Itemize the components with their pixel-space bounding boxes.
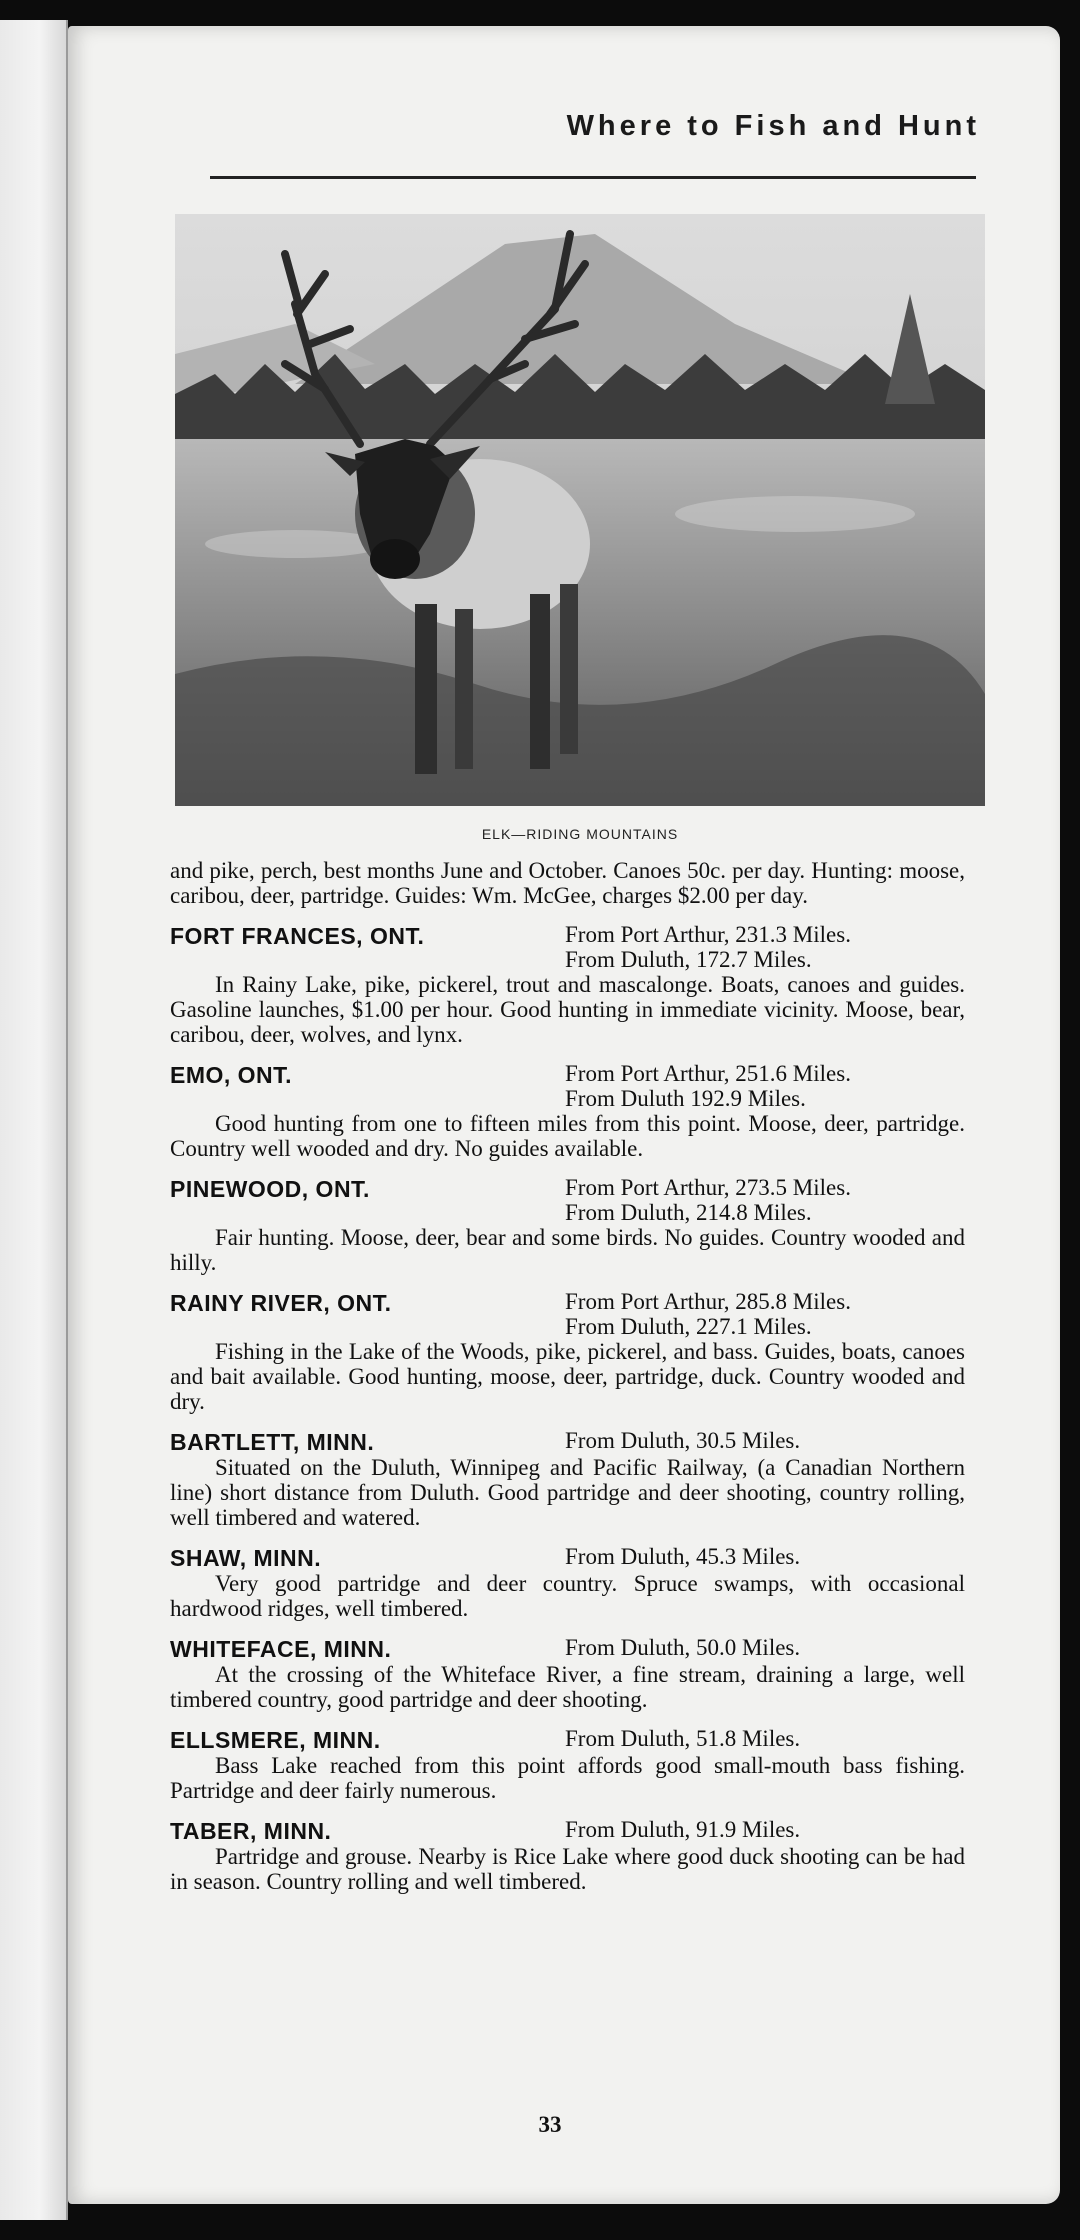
list-item — [170, 1544, 965, 1621]
distance-info — [565, 1544, 965, 1569]
article-body — [170, 858, 965, 1894]
entry-description: Situated on the Duluth, Winnipeg and Pacific Railway, (a Canadian Northern line) short distance from Duluth. Good partridge and deer shooting, country rolling, well timbered and watered. — [170, 1455, 965, 1530]
place-name: ELLSMERE, MINN. — [170, 1727, 381, 1753]
place-name: BARTLETT, MINN. — [170, 1429, 375, 1455]
place-name: PINEWOOD, ONT. — [170, 1176, 370, 1202]
distance-info — [565, 1175, 965, 1225]
entry-description: Very good partridge and deer country. Spruce swamps, with occasional hardwood ridges, well timbered. — [170, 1571, 965, 1621]
distance-line: From Duluth, 172.7 Miles. — [565, 947, 812, 972]
entry-description: Fishing in the Lake of the Woods, pike, pickerel, and bass. Guides, boats, canoes and bait available. Good hunting, moose, deer, partridge, duck. Country wooded and dry. — [170, 1339, 965, 1414]
place-name: RAINY RIVER, ONT. — [170, 1290, 392, 1316]
entry-heading — [170, 1817, 965, 1844]
list-item — [170, 1428, 965, 1530]
distance-info — [565, 1817, 965, 1842]
distance-info — [565, 922, 965, 972]
entry-heading — [170, 1175, 965, 1225]
distance-line: From Duluth, 50.0 Miles. — [565, 1635, 801, 1660]
entry-heading — [170, 1544, 965, 1571]
entry-description: Bass Lake reached from this point affords good small-mouth bass fishing. Partridge and deer fairly numerous. — [170, 1753, 965, 1803]
list-item — [170, 1635, 965, 1712]
distance-info — [565, 1726, 965, 1751]
distance-line: From Port Arthur, 273.5 Miles. — [565, 1175, 851, 1200]
distance-line: From Port Arthur, 285.8 Miles. — [565, 1289, 851, 1314]
entry-description: Good hunting from one to fifteen miles from this point. Moose, deer, partridge. Country well wooded and dry. No guides available. — [170, 1111, 965, 1161]
entry-heading — [170, 1061, 965, 1111]
distance-info — [565, 1635, 965, 1660]
entry-heading — [170, 1428, 965, 1455]
entry-description: Fair hunting. Moose, deer, bear and some birds. No guides. Country wooded and hilly. — [170, 1225, 965, 1275]
entry-heading — [170, 1289, 965, 1339]
distance-line: From Port Arthur, 251.6 Miles. — [565, 1061, 851, 1086]
place-name: FORT FRANCES, ONT. — [170, 923, 425, 949]
distance-line: From Duluth, 51.8 Miles. — [565, 1726, 801, 1751]
running-header: Where to Fish and Hunt — [566, 110, 980, 142]
distance-line: From Duluth, 214.8 Miles. — [565, 1200, 812, 1225]
intro-paragraph: and pike, perch, best months June and October. Canoes 50c. per day. Hunting: moose, caribou, deer, partridge. Guides: Wm. McGee, charges $2.00 per day. — [170, 858, 965, 908]
entry-description: In Rainy Lake, pike, pickerel, trout and mascalonge. Boats, canoes and guides. Gasoline launches, $1.00 per hour. Good hunting in immediate vicinity. Moose, bear, caribou, deer, wolves, and lynx. — [170, 972, 965, 1047]
place-name: SHAW, MINN. — [170, 1545, 322, 1571]
list-item — [170, 1817, 965, 1894]
photo-caption: ELK—RIDING MOUNTAINS — [481, 826, 679, 842]
distance-line: From Duluth, 30.5 Miles. — [565, 1428, 801, 1453]
place-name: WHITEFACE, MINN. — [170, 1636, 392, 1662]
list-item — [170, 1175, 965, 1275]
entry-heading — [170, 922, 965, 972]
distance-line: From Port Arthur, 231.3 Miles. — [565, 922, 851, 947]
distance-line: From Duluth 192.9 Miles. — [565, 1086, 806, 1111]
elk-photograph — [175, 214, 985, 806]
distance-line: From Duluth, 91.9 Miles. — [565, 1817, 801, 1842]
entry-description: At the crossing of the Whiteface River, a fine stream, draining a large, well timbered country, good partridge and deer shooting. — [170, 1662, 965, 1712]
distance-info — [565, 1289, 965, 1339]
distance-info — [565, 1428, 965, 1453]
list-item — [170, 1289, 965, 1414]
distance-line: From Duluth, 227.1 Miles. — [565, 1314, 812, 1339]
place-name: EMO, ONT. — [170, 1062, 293, 1088]
header-rule — [210, 176, 976, 179]
entry-heading — [170, 1726, 965, 1753]
entry-description: Partridge and grouse. Nearby is Rice Lake where good duck shooting can be had in season. Country rolling and well timbered. — [170, 1844, 965, 1894]
list-item — [170, 1726, 965, 1803]
distance-info — [565, 1061, 965, 1111]
place-name: TABER, MINN. — [170, 1818, 332, 1844]
entry-heading — [170, 1635, 965, 1662]
distance-line: From Duluth, 45.3 Miles. — [565, 1544, 801, 1569]
list-item — [170, 922, 965, 1047]
list-item — [170, 1061, 965, 1161]
entries-list — [170, 922, 965, 1894]
facing-page-edge — [0, 20, 68, 2220]
page-number: 33 — [538, 2112, 562, 2137]
